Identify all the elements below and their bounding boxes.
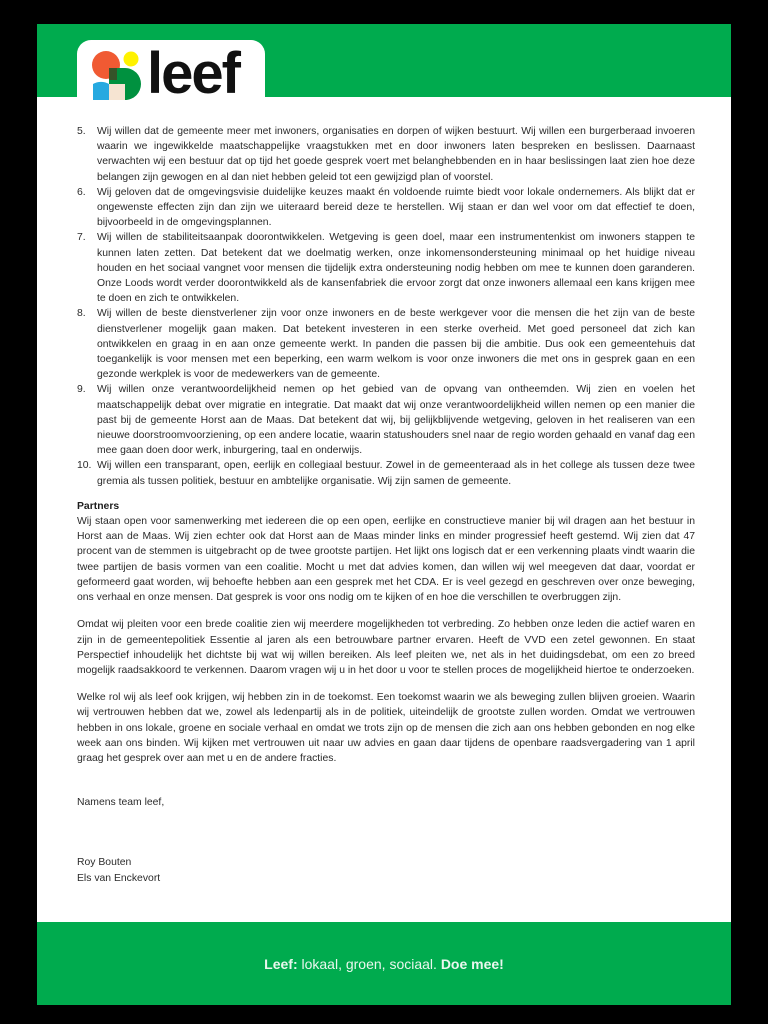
signatory-name: Els van Enckevort bbox=[77, 872, 161, 884]
letter-body bbox=[77, 124, 695, 886]
item-text: Wij willen de stabiliteitsaanpak doorontwikkelen. Wetgeving is geen doel, maar een instrumentenkist om inwoners stappen te kunnen laten zetten. Dat betekent dat we doelmatig werken, onze inkomensondersteuning minimaal op het huidige niveau houden en het sociaal vangnet voor mensen die tijdelijk extra ondersteuning nodig hebben om mee te kunnen doen garanderen. Onze Loods wordt verder doorontwikkeld als de kansenfabriek die ervoor zorgt dat onze inwoners allemaal een kans krijgen mee te doen en zich te ontwikkelen. bbox=[97, 232, 695, 305]
letter-page bbox=[37, 24, 731, 1005]
item-number: 8. bbox=[77, 308, 86, 320]
numbered-points bbox=[77, 124, 695, 489]
paragraph: Wij staan open voor samenwerking met iedereen die op een open, eerlijke en constructieve manier bij wil dragen aan het bestuur in Horst aan de Maas. Wij zien echter ook dat Horst aan de Maas minder links en minder progressief heeft gestemd. Wij zien dat 47 procent van de stemmen is uitgebracht op de twee grootste partijen. Het lijkt ons logisch dat er een verkenning plaats vindt waarin die twee partijen de basis vormen van een coalitie. Mocht u met dat advies komen, dan willen wij wel meegeven dat daar, voordat er geformeerd gaat worden, wij behoefte hebben aan een gesprek met het CDA. Er is veel gezegd en geschreven over onze beweging, ons verhaal en onze mensen. Dat gesprek is voor ons nodig om te kijken of en hoe die verschillen te overbruggen zijn. bbox=[77, 516, 695, 604]
logo bbox=[77, 40, 265, 110]
footer-lead: Leef: bbox=[264, 955, 298, 972]
logo-wordmark: leef bbox=[147, 41, 239, 106]
closing-line: Namens team leef, bbox=[77, 797, 165, 809]
item-text: Wij willen onze verantwoordelijkheid nemen op het gebied van de opvang van ontheemden. Wij zien en voelen het maatschappelijk debat over migratie en integratie. Dat maakt dat wij onze verantwoordelijkheid willen nemen op een manier die past bij de gemeente Horst aan de Maas. Dat betekent dat wij, bij gelijkblijvende wetgeving, geloven in het realiseren van een nieuwe doorstroomvoorziening, op een andere locatie, waarin statushouders snel naar de regio worden gehaald en vanaf dag een mee gaan doen door werk, inburgering, taal en onderwijs. bbox=[97, 384, 695, 457]
list-item bbox=[77, 306, 695, 382]
paragraph: Omdat wij pleiten voor een brede coalitie zien wij meerdere mogelijkheden tot verbreding. Zo hebben onze leden die actief waren en zijn in de gemeentepolitiek Essentie al jaren als een betrouwbare partner ervaren. Heeft de VVD een zetel gewonnen. En staat Perspectief inhoudelijk het dichtste bij wat wij willen bereiken. Als leef pleiten we, net als in het duidingsdebat, om een zo breed mogelijk raadsakkoord te verkennen. Daarom vragen wij u in het door u voor te stellen proces de mogelijkheid hiertoe te onderzoeken. bbox=[77, 619, 695, 676]
list-item bbox=[77, 124, 695, 185]
list-item bbox=[77, 458, 695, 488]
section-heading-partners: Partners bbox=[77, 500, 120, 512]
item-text: Wij willen de beste dienstverlener zijn voor onze inwoners en de beste werkgever voor die mensen die het zijn van de beste dienstverlener mogelijk gaan maken. Dat betekent investeren in een sterke overheid. Met goed personeel dat zich kan ontwikkelen en graag in en aan onze gemeente werkt. In panden die passen bij die ambitie. Dus ook een gemeentehuis dat toegankelijk is voor mensen met een beperking, een warm welkom is voor onze inwoners die met ons in gesprek gaan en een gezonde werkplek is voor de medewerkers van de gemeente. bbox=[97, 308, 695, 381]
item-text: Wij geloven dat de omgevingsvisie duidelijke keuzes maakt én voldoende ruimte biedt voor lokale ondernemers. Als blijkt dat er ongewenste effecten zijn dan zijn we uiteraard bereid deze te herstellen. Wij staan er dan wel voor om dat effectief te doen, bijvoorbeeld in de omgevingsplannen. bbox=[97, 186, 695, 229]
item-text: Wij willen een transparant, open, eerlijk en collegiaal bestuur. Zowel in de gemeenteraad als in het college als tussen deze twee gremia als tussen politiek, bestuur en ambtelijke organisatie. Wij zijn samen de gemeente. bbox=[97, 460, 695, 487]
item-text: Wij willen dat de gemeente meer met inwoners, organisaties en dorpen of wijken bestuurt. Wij willen een burgerberaad invoeren waarin we ingewikkelde maatschappelijke vraagstukken met en door inwoners laten bespreken en beslissen. Daarnaast verwachten wij een bestuur dat op tijd het goede gesprek voert met belanghebbenden en in haar beslissingen laat zien hoe deze belangen zijn gewogen en al dan niet hebben geleid tot een gewijzigd plan of voorstel. bbox=[97, 126, 695, 183]
item-number: 5. bbox=[77, 126, 86, 137]
paragraph: Welke rol wij als leef ook krijgen, wij hebben zin in de toekomst. Een toekomst waarin we als beweging zullen blijven groeien. Waarin wij vertrouwen hebben dat we, zowel als ledenpartij als in de politiek, uiteindelijk de grootste zullen worden. Omdat we vertrouwen hebben in ons lokale, groene en sociale verhaal en omdat we trots zijn op de mensen die zich aan ons hebben gebonden en nog elke week aan ons binden. Wij kijken met vertrouwen uit naar uw advies en gaan daar tijdens de openbare raadsvergadering van 1 april graag het gesprek over aan met u en de andere fracties. bbox=[77, 692, 695, 764]
footer-middle: lokaal, groen, sociaal. bbox=[297, 955, 441, 972]
signature-block bbox=[77, 855, 695, 885]
footer-cta: Doe mee! bbox=[440, 955, 504, 972]
list-item bbox=[77, 382, 695, 458]
item-number: 7. bbox=[77, 232, 86, 244]
item-number: 9. bbox=[77, 384, 86, 396]
footer-tagline bbox=[264, 956, 504, 972]
list-item bbox=[77, 185, 695, 231]
list-item bbox=[77, 230, 695, 306]
leef-logo-mark-icon bbox=[91, 50, 141, 102]
item-number: 6. bbox=[77, 186, 86, 198]
item-number: 10. bbox=[77, 460, 92, 472]
footer-band bbox=[37, 922, 731, 1005]
signatory-name: Roy Bouten bbox=[77, 857, 132, 869]
